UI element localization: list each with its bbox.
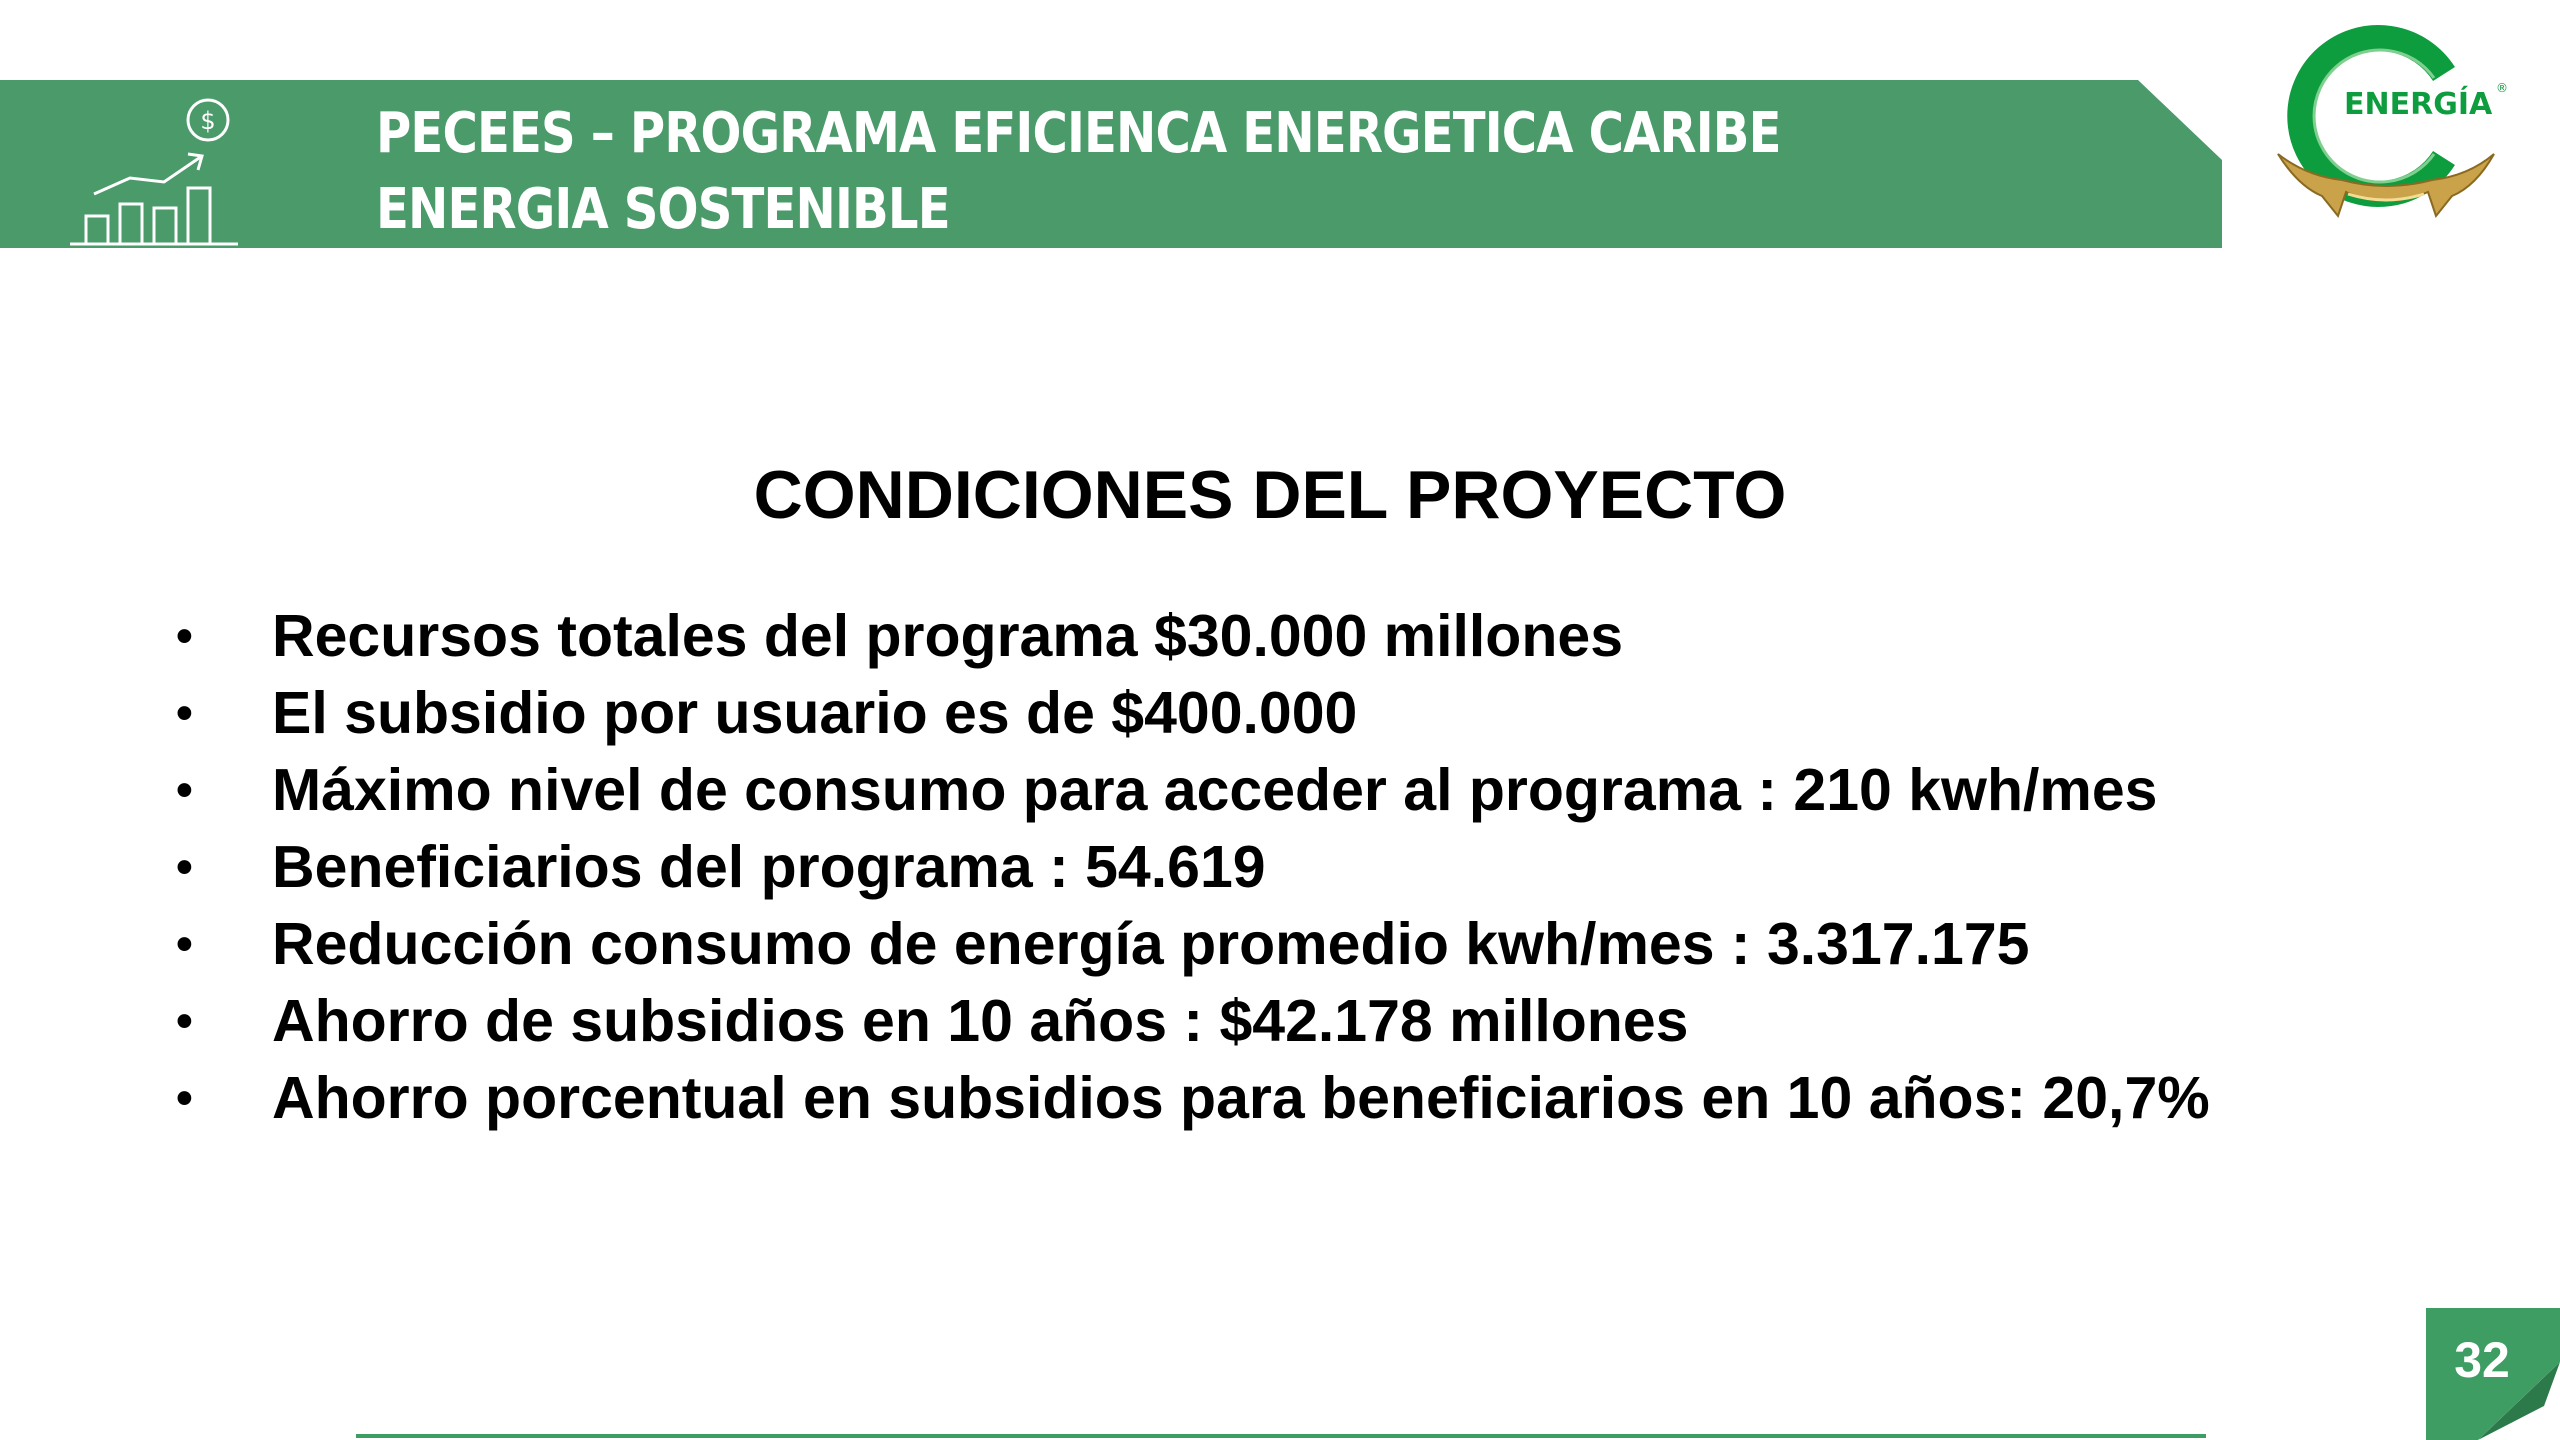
list-item xyxy=(170,1060,2366,1137)
header-banner xyxy=(0,80,2222,248)
footer-divider xyxy=(356,1434,2206,1438)
header-title-line1: PECEES – PROGRAMA EFICIENCA ENERGETICA CARIBE xyxy=(376,101,1781,166)
list-item xyxy=(170,829,2366,906)
list-item xyxy=(170,752,2366,829)
c-energia-logo-icon xyxy=(2258,16,2528,226)
list-item xyxy=(170,906,2366,983)
page-title: CONDICIONES DEL PROYECTO xyxy=(753,457,1787,533)
logo-brand-text: ENERGÍA xyxy=(2344,87,2493,122)
list-item-text: Máximo nivel de consumo para acceder al programa : 210 kwh/mes xyxy=(272,757,2158,823)
list-item-text: Ahorro de subsidios en 10 años : $42.178 millones xyxy=(272,988,1689,1054)
bullet-icon: • xyxy=(176,610,193,663)
list-item-text: Ahorro porcentual en subsidios para beneficiarios en 10 años: 20,7% xyxy=(272,1065,2210,1131)
list-item-text: Recursos totales del programa $30.000 millones xyxy=(272,603,1624,669)
bullet-icon: • xyxy=(176,841,193,894)
bullet-icon: • xyxy=(176,687,193,740)
list-item xyxy=(170,675,2366,752)
list-item xyxy=(170,983,2366,1060)
list-item-text: Reducción consumo de energía promedio kwh/mes : 3.317.175 xyxy=(272,911,2030,977)
list-item-text: Beneficiarios del programa : 54.619 xyxy=(272,834,1266,900)
bullet-icon: • xyxy=(176,764,193,817)
svg-text:®: ® xyxy=(2496,81,2508,95)
header-title xyxy=(376,96,1781,248)
list-item-text: El subsidio por usuario es de $400.000 xyxy=(272,680,1358,746)
header-title-line2: ENERGIA SOSTENIBLE xyxy=(376,177,950,242)
page-number: 32 xyxy=(2454,1332,2510,1388)
conditions-list xyxy=(170,598,2366,1137)
growth-chart-money-icon xyxy=(68,98,240,246)
list-item xyxy=(170,598,2366,675)
bullet-icon: • xyxy=(176,918,193,971)
bullet-icon: • xyxy=(176,995,193,1048)
svg-text:$: $ xyxy=(200,107,216,135)
bullet-icon: • xyxy=(176,1072,193,1125)
